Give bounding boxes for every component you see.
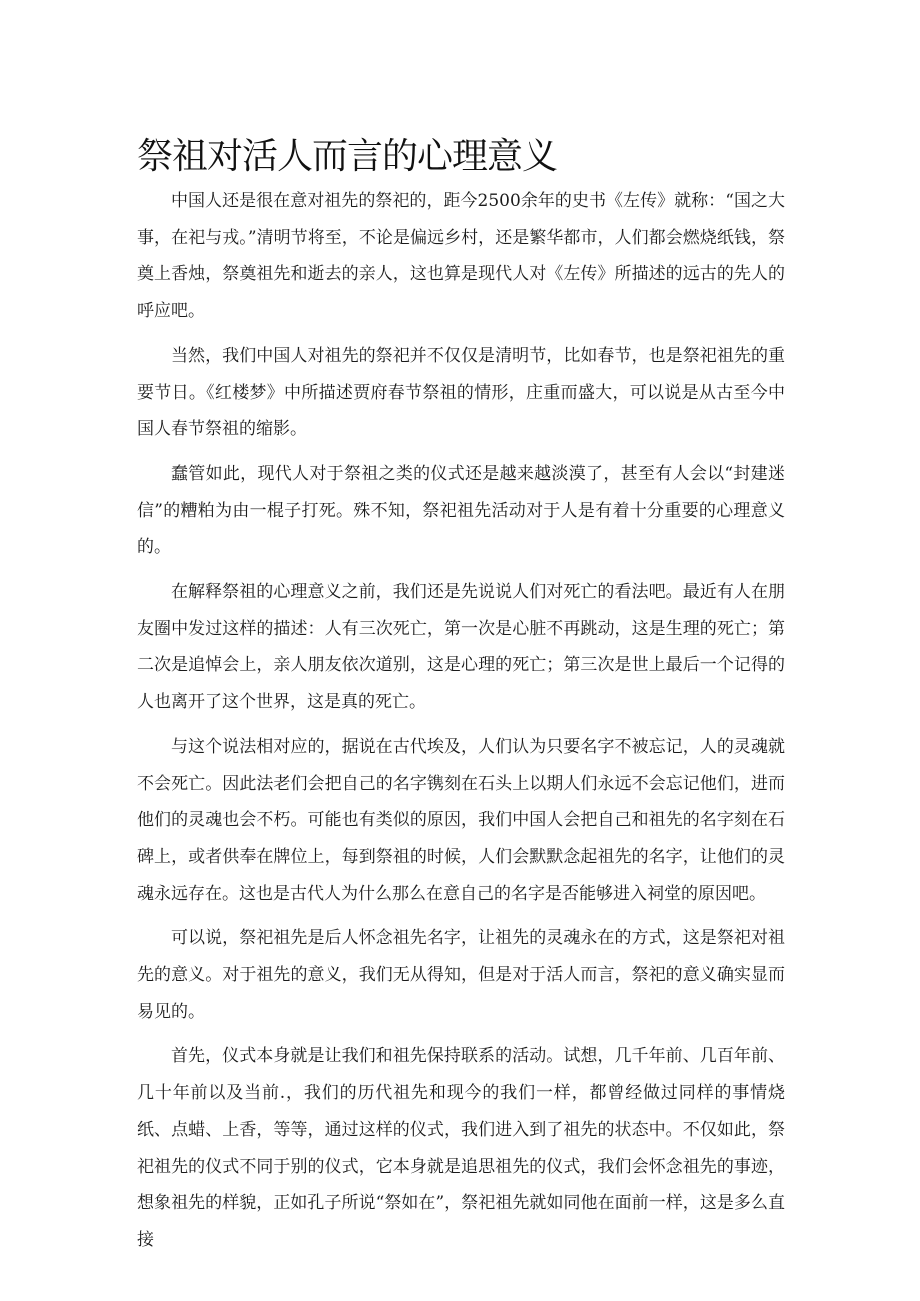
- document-body: [137, 183, 785, 1267]
- paragraph: 中国人还是很在意对祖先的祭祀的，距今2500余年的史书《左传》就称：“国之大事，在祀与戎。”清明节将至，不论是偏远乡村，还是繁华都市，人们都会燃烧纸钱，祭奠上香烛，祭奠祖先和逝去的亲人，这也算是现代人对《左传》所描述的远古的先人的呼应吧。: [137, 191, 785, 322]
- paragraph: 与这个说法相对应的，据说在古代埃及，人们认为只要名字不被忘记，人的灵魂就不会死亡。因此法老们会把自己的名字镌刻在石头上以期人们永远不会忘记他们，进而他们的灵魂也会不朽。可能也有类似的原因，我们中国人会把自己和祖先的名字刻在石碑上，或者供奉在牌位上，每到祭祖的时候，人们会默默念起祖先的名字，让他们的灵魂永远存在。这也是古代人为什么那么在意自己的名字是否能够进入祠堂的原因吧。: [137, 736, 785, 904]
- paragraph: 蠢管如此，现代人对于祭祖之类的仪式还是越来越淡漠了，甚至有人会以“封建迷信”的糟粕为由一棍子打死。殊不知，祭祀祖先活动对于人是有着十分重要的心理意义的。: [137, 463, 785, 558]
- paragraph: 首先，仪式本身就是让我们和祖先保持联系的活动。试想，几千年前、几百年前、几十年前以及当前.，我们的历代祖先和现今的我们一样，都曾经做过同样的事情烧纸、点蜡、上香，等等，通过这样的仪式，我们进入到了祖先的状态中。不仅如此，祭祀祖先的仪式不同于别的仪式，它本身就是追思祖先的仪式，我们会怀念祖先的事迹，想象祖先的样貌，正如孔子所说“祭如在”，祭祀祖先就如同他在面前一样，这是多么直接: [137, 1046, 785, 1250]
- document-title: 祭祖对活人而言的心理意义: [137, 136, 558, 177]
- paragraph: 在解释祭祖的心理意义之前，我们还是先说说人们对死亡的看法吧。最近有人在朋友圈中发过这样的描述：人有三次死亡，第一次是心脏不再跳动，这是生理的死亡；第二次是追悼会上，亲人朋友依次道别，这是心理的死亡；第三次是世上最后一个记得的人也离开了这个世界，这是真的死亡。: [137, 582, 785, 713]
- paragraph: 可以说，祭祀祖先是后人怀念祖先名字，让祖先的灵魂永在的方式，这是祭祀对祖先的意义。对于祖先的意义，我们无从得知，但是对于活人而言，祭祀的意义确实显而易见的。: [137, 928, 785, 1022]
- paragraph: 当然，我们中国人对祖先的祭祀并不仅仅是清明节，比如春节，也是祭祀祖先的重要节日。《红楼梦》中所描述贾府春节祭祖的情形，庄重而盛大，可以说是从古至今中国人春节祭祖的缩影。: [137, 345, 785, 440]
